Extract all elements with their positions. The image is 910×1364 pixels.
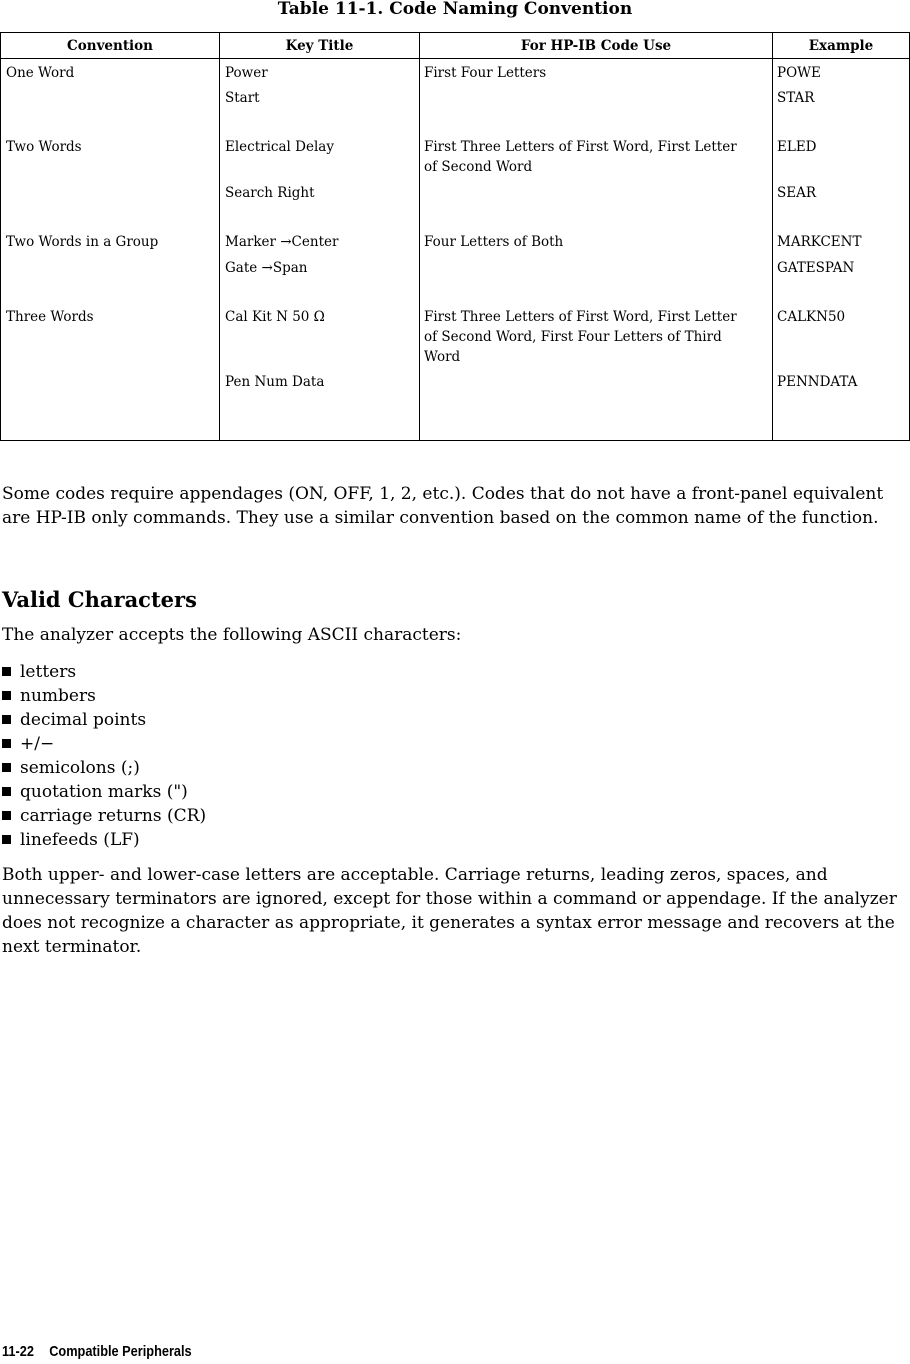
convention-cell: Two Words (6, 139, 82, 155)
list-item (2, 780, 188, 804)
list-item-text: +/− (20, 734, 55, 754)
code-rule-cell: Four Letters of Both (424, 234, 564, 250)
column-divider (219, 33, 220, 440)
bullet-square-icon (2, 835, 11, 844)
code-rule-cell: First Three Letters of First Word, First Letter of Second Word (424, 139, 737, 175)
example-cell: CALKN50 (777, 309, 846, 325)
list-item-text: decimal points (20, 710, 147, 730)
key-title-cell: Electrical Delay (225, 139, 334, 155)
example-cell: PENNDATA (777, 374, 858, 390)
code-rule-cell: First Three Letters of First Word, First Letter of Second Word, First Four Letters of Third Word (424, 309, 737, 365)
code-naming-table (0, 32, 910, 441)
page-footer (2, 1343, 192, 1360)
example-cell: ELED (777, 139, 817, 155)
list-item-text: carriage returns (CR) (20, 806, 207, 826)
example-cell: STAR (777, 90, 815, 106)
list-item-text: numbers (20, 686, 96, 706)
list-item-text: letters (20, 662, 77, 682)
list-item (2, 684, 96, 708)
paragraph-appendages: Some codes require appendages (ON, OFF, 1, 2, etc.). Codes that do not have a front-panel equivalent are HP-IB only commands. They use a similar convention based on the common name of the function. (2, 484, 884, 528)
convention-cell: One Word (6, 65, 75, 81)
convention-cell: Three Words (6, 309, 94, 325)
list-item-text: quotation marks (") (20, 782, 188, 802)
column-divider (772, 33, 773, 440)
paragraph-case: Both upper- and lower-case letters are acceptable. Carriage returns, leading zeros, spaces, and unnecessary terminators are ignored, except for those within a command or appendage. If the analyzer does not recognize a character as appropriate, it generates a syntax error message and recovers at the next terminator. (2, 865, 897, 957)
bullet-square-icon (2, 715, 11, 724)
list-item-text: linefeeds (LF) (20, 830, 140, 850)
header-example: Example (808, 38, 874, 54)
key-title-cell: Search Right (225, 185, 315, 201)
example-cell: SEAR (777, 185, 817, 201)
key-title-cell: Gate →Span (225, 260, 308, 276)
code-rule-cell: First Four Letters (424, 65, 547, 81)
section-heading: Valid Characters (2, 587, 197, 612)
intro-text: The analyzer accepts the following ASCII characters: (2, 625, 462, 645)
example-cell: GATESPAN (777, 260, 855, 276)
column-divider (419, 33, 420, 440)
header-key-title: Key Title (285, 38, 354, 54)
header-divider (1, 58, 909, 59)
list-item (2, 732, 54, 756)
key-title-cell: Power (225, 65, 268, 81)
bullet-square-icon (2, 763, 11, 772)
key-title-cell: Start (225, 90, 260, 106)
example-cell: MARKCENT (777, 234, 862, 250)
key-title-cell: Cal Kit N 50 Ω (225, 309, 325, 325)
bullet-square-icon (2, 739, 11, 748)
page-number: 11-22 (2, 1343, 34, 1360)
bullet-square-icon (2, 811, 11, 820)
bullet-square-icon (2, 691, 11, 700)
list-item (2, 756, 140, 780)
list-item (2, 660, 76, 684)
convention-cell: Two Words in a Group (6, 234, 159, 250)
section-title: Compatible Peripherals (49, 1343, 192, 1360)
bullet-square-icon (2, 667, 11, 676)
header-convention: Convention (67, 38, 153, 54)
key-title-cell: Marker →Center (225, 234, 339, 250)
list-item-text: semicolons (;) (20, 758, 140, 778)
list-item (2, 828, 140, 852)
key-title-cell: Pen Num Data (225, 374, 325, 390)
list-item (2, 708, 146, 732)
bullet-square-icon (2, 787, 11, 796)
header-code-use: For HP-IB Code Use (520, 38, 672, 54)
example-cell: POWE (777, 65, 821, 81)
list-item (2, 804, 206, 828)
table-title: Table 11-1. Code Naming Convention (277, 0, 633, 19)
